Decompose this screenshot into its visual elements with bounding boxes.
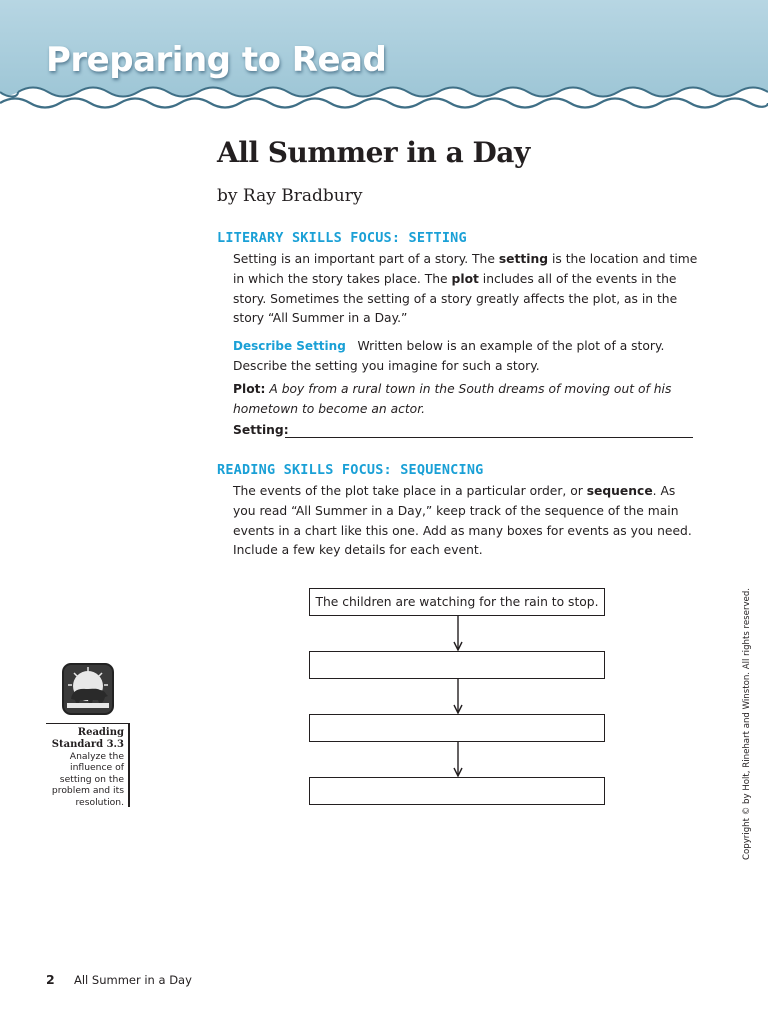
- standard-text: Analyze the influence of setting on the problem and its resolution.: [51, 751, 124, 808]
- standard-title: Reading Standard 3.3: [51, 727, 124, 750]
- down-arrow-icon: [452, 742, 464, 777]
- setting-write-rule: [285, 437, 693, 438]
- banner-title: Preparing to Read: [46, 40, 387, 80]
- copyright-notice: Copyright © by Holt, Rinehart and Winston. All rights reserved.: [742, 587, 752, 860]
- describe-setting-paragraph: [233, 337, 698, 377]
- describe-setting-label: Describe Setting: [233, 339, 346, 353]
- text-run: Setting is an important part of a story. The: [233, 252, 499, 266]
- term-setting: setting: [498, 252, 549, 266]
- story-title: All Summer in a Day: [217, 136, 530, 169]
- text-run: The events of the plot take place in a particular order, or: [233, 484, 587, 498]
- setting-label: Setting:: [233, 423, 289, 437]
- plot-label: Plot:: [233, 382, 266, 396]
- setting-answer-line[interactable]: [233, 423, 693, 443]
- page-number: 2: [46, 972, 55, 987]
- sequence-box-3[interactable]: [309, 714, 605, 742]
- setting-paragraph: [233, 250, 698, 329]
- literary-skills-heading: LITERARY SKILLS FOCUS: SETTING: [217, 230, 467, 246]
- describe-setting-text: Written below is an example of the plot of a story. Describe the setting you imagine for such a story.: [233, 339, 665, 373]
- bear-icon: [62, 663, 114, 715]
- sequence-paragraph: [233, 482, 698, 561]
- down-arrow-icon: [452, 616, 464, 651]
- story-author: by Ray Bradbury: [217, 186, 363, 206]
- sequence-box-1: The children are watching for the rain to stop.: [309, 588, 605, 616]
- standard-divider: [46, 723, 130, 724]
- sequence-box-4[interactable]: [309, 777, 605, 805]
- footer-title: All Summer in a Day: [74, 973, 192, 987]
- plot-example: [233, 380, 698, 420]
- standard-rule: [128, 723, 130, 807]
- text-run: . As you read “All Summer in a Day,” keep track of the sequence of the main events in a chart like this one. Add as many boxes for events as you need. Include a few key details for each event.: [233, 484, 692, 558]
- term-plot: plot: [451, 271, 479, 286]
- down-arrow-icon: [452, 679, 464, 714]
- term-sequence: sequence: [586, 484, 653, 498]
- text-run: includes all of the events in the story. Sometimes the setting of a story greatly affects the plot, as in the story “All Summer in a Day.”: [233, 271, 678, 326]
- reading-skills-heading: READING SKILLS FOCUS: SEQUENCING: [217, 462, 484, 478]
- text-run: is the location and time in which the story takes place. The: [233, 252, 698, 286]
- sequence-box-2[interactable]: [309, 651, 605, 679]
- plot-text: A boy from a rural town in the South dreams of moving out of his hometown to become an actor.: [233, 382, 672, 416]
